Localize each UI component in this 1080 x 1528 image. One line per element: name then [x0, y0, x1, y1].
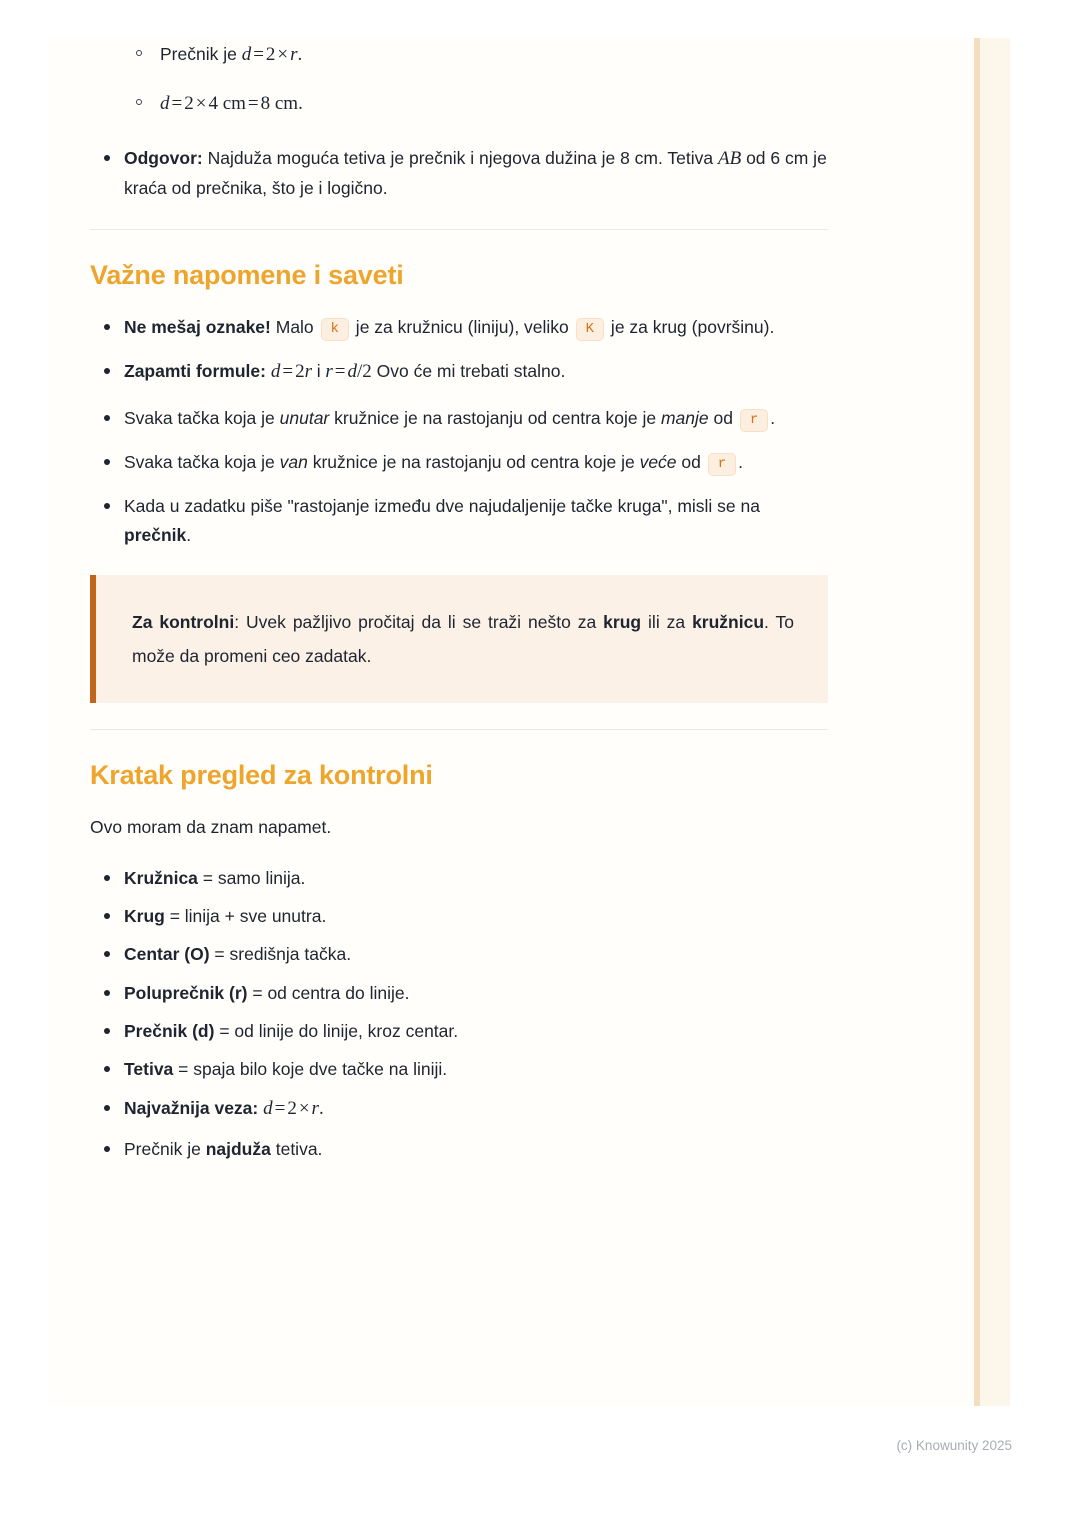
note-text: .	[186, 524, 192, 545]
summary-term: Poluprečnik (r)	[124, 982, 248, 1003]
summary-term: Krug	[124, 906, 165, 927]
note-text: od	[708, 407, 738, 428]
summary-intro: Ovo moram da znam napamet.	[90, 817, 332, 838]
page-edge-decoration	[974, 38, 1010, 1406]
substep-math: d = 2 × 4 cm = 8 cm.	[160, 92, 303, 114]
summary-term: Centar (O)	[124, 944, 210, 965]
list-item	[90, 979, 828, 1007]
callout-strong-krug: krug	[603, 612, 642, 633]
note-math-formulas: d = 2r i r = d/2	[270, 360, 372, 382]
summary-definition: = od centra do linije.	[247, 982, 410, 1003]
callout-text-3: . To može da promeni ceo zadatak.	[132, 612, 795, 667]
notes-heading: Važne napomene i saveti	[90, 259, 404, 290]
summary-bullet-list	[90, 864, 828, 1163]
note-emphasis: veće	[639, 452, 677, 473]
summary-term: Tetiva	[124, 1059, 174, 1080]
section-divider	[90, 229, 828, 230]
list-item	[90, 492, 828, 549]
note-text: kružnice je na rastojanju od centra koje je	[329, 407, 661, 428]
callout-strong-kruznicu: kružnicu	[692, 612, 765, 633]
summary-text: tetiva.	[270, 1138, 323, 1159]
summary-definition: = samo linija.	[197, 867, 306, 888]
note-text: od	[676, 452, 706, 473]
note-text: Kada u zadatku piše "rastojanje između dve najudaljenije tačke kruga", misli se na	[124, 496, 760, 517]
answer-text-1: Najduža moguća tetiva je prečnik i njegova dužina je 8 cm. Tetiva	[202, 147, 718, 168]
note-text: Svaka tačka koja je	[124, 452, 280, 473]
summary-definition: = od linije do linije, kroz centar.	[214, 1021, 459, 1042]
list-item	[90, 404, 828, 432]
section-divider	[90, 729, 828, 730]
list-item	[90, 448, 828, 476]
note-text: je za krug (površinu).	[606, 316, 775, 337]
summary-heading: Kratak pregled za kontrolni	[90, 760, 433, 791]
list-item	[90, 40, 828, 71]
list-item	[90, 1094, 828, 1125]
note-label: Ne mešaj oznake!	[124, 316, 271, 337]
note-emphasis: manje	[660, 407, 709, 428]
list-item	[90, 144, 828, 203]
summary-strong: najduža	[205, 1138, 271, 1159]
list-item	[90, 89, 828, 120]
substep-math: d = 2 × r.	[241, 44, 303, 65]
note-text: .	[738, 452, 744, 473]
notes-bullet-list	[90, 313, 828, 549]
summary-definition: = središnja tačka.	[209, 944, 352, 965]
note-text: kružnice je na rastojanju od centra koje je	[307, 452, 640, 473]
list-item	[90, 1135, 828, 1163]
summary-definition: = spaja bilo koje dve tačke na liniji.	[173, 1059, 448, 1080]
note-text: Ovo će mi trebati stalno.	[371, 360, 566, 381]
solution-substeps-list	[90, 40, 828, 120]
exam-tip-callout	[90, 575, 828, 703]
list-item	[90, 1055, 828, 1083]
note-emphasis: unutar	[279, 407, 330, 428]
answer-math-ab: AB	[717, 147, 742, 169]
note-emphasis: van	[279, 452, 308, 473]
callout-label: Za kontrolni	[132, 612, 235, 633]
summary-term: Kružnica	[124, 867, 198, 888]
answer-list	[90, 144, 828, 203]
summary-math-relation: d = 2 × r.	[263, 1097, 324, 1119]
note-text: .	[770, 407, 776, 428]
note-text: Malo	[270, 316, 319, 337]
summary-text: Prečnik je	[124, 1138, 206, 1159]
list-item	[90, 1017, 828, 1045]
note-strong: prečnik	[124, 524, 187, 545]
code-chip-lowercase-k: k	[321, 318, 349, 341]
note-text: je za kružnicu (liniju), veliko	[350, 316, 574, 337]
callout-text	[132, 605, 794, 673]
answer-label: Odgovor:	[124, 147, 203, 168]
summary-term: Prečnik (d)	[124, 1021, 215, 1042]
code-chip-radius: r	[740, 409, 768, 432]
list-item	[90, 864, 828, 892]
list-item	[90, 902, 828, 930]
code-chip-radius: r	[708, 453, 736, 476]
summary-term: Najvažnija veza:	[124, 1097, 259, 1118]
footer-copyright: (c) Knowunity 2025	[896, 1438, 1012, 1453]
code-chip-uppercase-k: K	[576, 318, 604, 341]
list-item	[90, 940, 828, 968]
callout-text-2: ili za	[641, 612, 693, 633]
list-item	[90, 313, 828, 341]
list-item	[90, 357, 828, 388]
note-text: Svaka tačka koja je	[124, 407, 280, 428]
summary-definition: = linija + sve unutra.	[164, 906, 327, 927]
note-label: Zapamti formule:	[124, 360, 266, 381]
substep-prefix: Prečnik je	[160, 44, 242, 64]
callout-text-1: : Uvek pažljivo pročitaj da li se traži nešto za	[234, 612, 604, 633]
answer-text-2: od 6 cm je kraća od prečnika, što je i logično.	[124, 147, 827, 199]
note-content	[90, 40, 828, 1173]
